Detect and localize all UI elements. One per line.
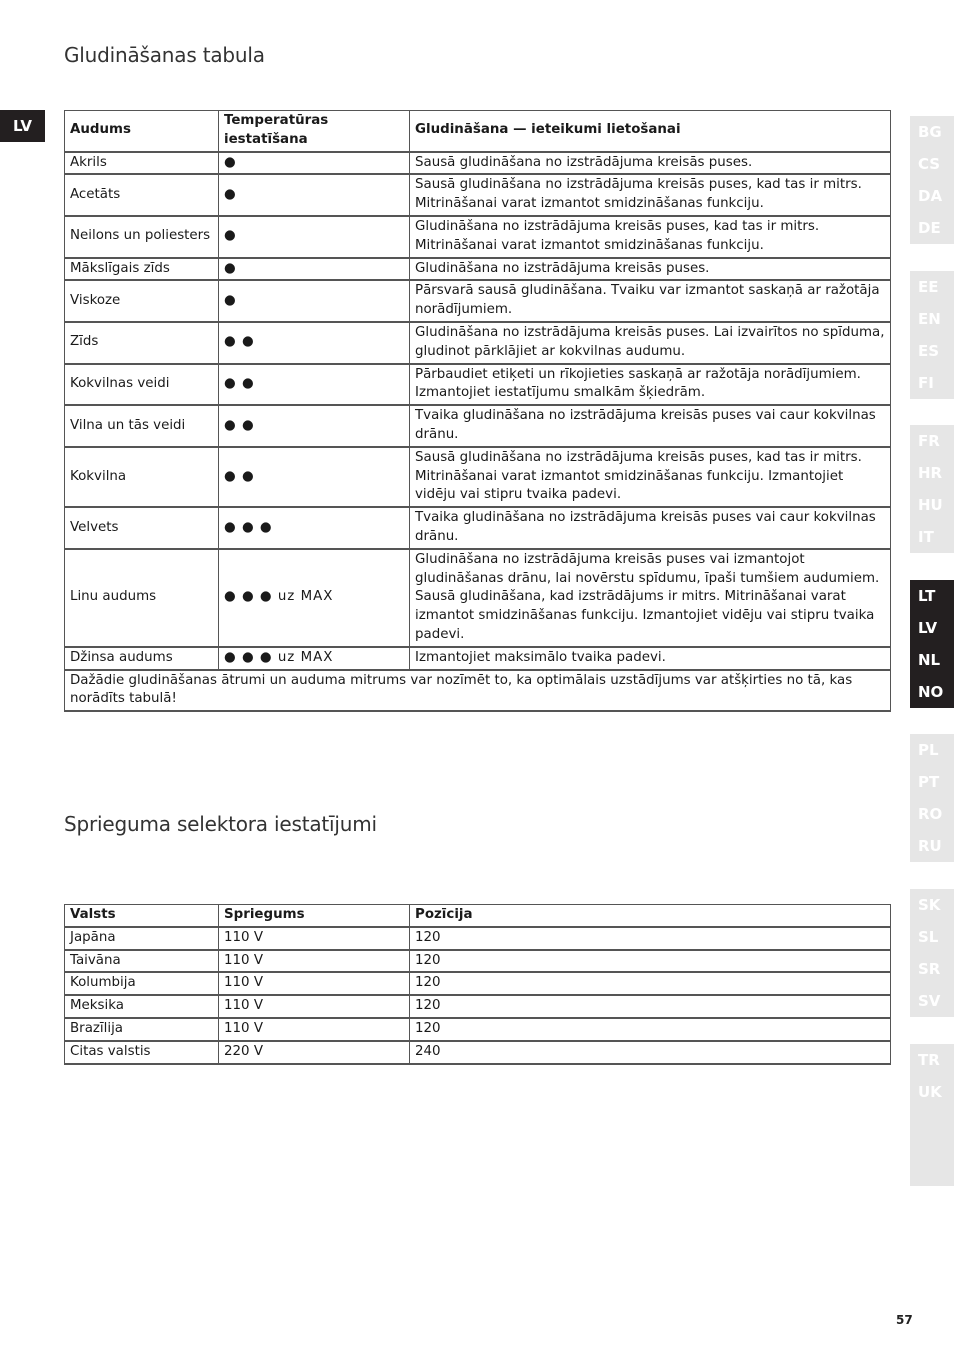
lang-item-nl[interactable]: NL xyxy=(918,651,941,669)
header-temperature: Temperatūras iestatīšana xyxy=(219,111,410,152)
fabric-cell: Zīds xyxy=(65,322,219,364)
country-cell: Kolumbija xyxy=(65,972,219,995)
fabric-cell: Kokvilnas veidi xyxy=(65,364,219,406)
table-row xyxy=(65,364,891,406)
temperature-cell: ● xyxy=(219,152,410,175)
header-voltage: Spriegums xyxy=(219,905,410,927)
advice-cell: Sausā gludināšana no izstrādājuma kreisās puses. xyxy=(410,152,891,175)
fabric-cell: Neilons un poliesters xyxy=(65,216,219,258)
lang-item-fr[interactable]: FR xyxy=(918,432,940,450)
lang-item-lv[interactable]: LV xyxy=(918,619,938,637)
advice-cell: Gludināšana no izstrādājuma kreisās puses, kad tas ir mitrs. Mitrināšanai varat izmantot smidzināšanas funkciju. xyxy=(410,216,891,258)
lang-item-pt[interactable]: PT xyxy=(918,773,940,791)
lang-item-uk[interactable]: UK xyxy=(918,1083,942,1101)
voltage-cell: 110 V xyxy=(219,995,410,1018)
voltage-cell: 110 V xyxy=(219,927,410,950)
fabric-cell: Džinsa audums xyxy=(65,647,219,670)
lang-item-no[interactable]: NO xyxy=(918,683,944,701)
lang-group-7 xyxy=(910,1044,954,1186)
table-footnote: Dažādie gludināšanas ātrumi un auduma mitrums var nozīmēt to, ka optimālais uzstādījums var atšķirties no tā, kas norādīts tabulā! xyxy=(65,670,891,712)
header-country: Valsts xyxy=(65,905,219,927)
language-badge: LV xyxy=(0,110,45,142)
temperature-cell: ● ● ● uz MAX xyxy=(219,647,410,670)
lang-item-ro[interactable]: RO xyxy=(918,805,943,823)
position-cell: 240 xyxy=(410,1041,891,1064)
lang-group-1 xyxy=(910,116,954,244)
fabric-cell: Kokvilna xyxy=(65,447,219,507)
page-number: 57 xyxy=(896,1313,913,1327)
fabric-cell: Acetāts xyxy=(65,174,219,216)
position-cell: 120 xyxy=(410,950,891,973)
advice-cell: Gludināšana no izstrādājuma kreisās puses. xyxy=(410,258,891,281)
lang-item-sk[interactable]: SK xyxy=(918,896,941,914)
lang-group-6 xyxy=(910,889,954,1017)
temperature-cell: ● xyxy=(219,174,410,216)
advice-cell: Pārbaudiet etiķeti un rīkojieties saskaņā ar ražotāja norādījumiem. Izmantojiet iestatījumu smalkām šķiedrām. xyxy=(410,364,891,406)
lang-item-de[interactable]: DE xyxy=(918,219,941,237)
advice-cell: Gludināšana no izstrādājuma kreisās puses vai izmantojot gludināšanas drānu, lai novērstu spīdumu, īpaši tumšiem audumiem. Sausā gludināšana, kad izstrādājums ir mitrs. Mitrināšanai varat izmantot smidzināšanas funkciju. Izmantojiet vidēju vai stipru tvaika padevi. xyxy=(410,549,891,647)
lang-item-cs[interactable]: CS xyxy=(918,155,941,173)
table-row xyxy=(65,927,891,950)
advice-cell: Pārsvarā sausā gludināšana. Tvaiku var izmantot saskaņā ar ražotāja norādījumiem. xyxy=(410,280,891,322)
table-row xyxy=(65,258,891,281)
voltage-cell: 110 V xyxy=(219,950,410,973)
table-row xyxy=(65,405,891,447)
header-position: Pozīcija xyxy=(410,905,891,927)
temperature-cell: ● ● xyxy=(219,405,410,447)
voltage-cell: 110 V xyxy=(219,1018,410,1041)
voltage-table-header xyxy=(65,905,891,927)
temperature-cell: ● xyxy=(219,280,410,322)
lang-item-da[interactable]: DA xyxy=(918,187,943,205)
table-row xyxy=(65,507,891,549)
country-cell: Taivāna xyxy=(65,950,219,973)
lang-item-sl[interactable]: SL xyxy=(918,928,939,946)
fabric-cell: Akrils xyxy=(65,152,219,175)
table-row xyxy=(65,1018,891,1041)
temperature-cell: ● ● ● uz MAX xyxy=(219,549,410,647)
temperature-cell: ● xyxy=(219,258,410,281)
lang-item-bg[interactable]: BG xyxy=(918,123,942,141)
ironing-table-title: Gludināšanas tabula xyxy=(64,43,265,67)
advice-cell: Sausā gludināšana no izstrādājuma kreisās puses, kad tas ir mitrs. Mitrināšanai varat izmantot smidzināšanas funkciju. Izmantojiet vidēju vai stipru tvaika padevi. xyxy=(410,447,891,507)
ironing-table-header xyxy=(65,111,891,152)
lang-group-5 xyxy=(910,734,954,862)
country-cell: Brazīlija xyxy=(65,1018,219,1041)
table-row xyxy=(65,216,891,258)
table-row xyxy=(65,1041,891,1064)
lang-item-es[interactable]: ES xyxy=(918,342,940,360)
temperature-cell: ● ● xyxy=(219,322,410,364)
lang-item-fi[interactable]: FI xyxy=(918,374,934,392)
table-row xyxy=(65,174,891,216)
lang-item-sv[interactable]: SV xyxy=(918,992,941,1010)
fabric-cell: Velvets xyxy=(65,507,219,549)
table-footnote-row xyxy=(65,670,891,712)
fabric-cell: Mākslīgais zīds xyxy=(65,258,219,281)
table-row xyxy=(65,995,891,1018)
lang-item-hu[interactable]: HU xyxy=(918,496,943,514)
table-row xyxy=(65,322,891,364)
temperature-cell: ● xyxy=(219,216,410,258)
advice-cell: Tvaika gludināšana no izstrādājuma kreisās puses vai caur kokvilnas drānu. xyxy=(410,405,891,447)
lang-group-2 xyxy=(910,271,954,399)
temperature-cell: ● ● ● xyxy=(219,507,410,549)
table-row xyxy=(65,549,891,647)
temperature-cell: ● ● xyxy=(219,364,410,406)
table-row xyxy=(65,950,891,973)
lang-item-sr[interactable]: SR xyxy=(918,960,941,978)
lang-item-it[interactable]: IT xyxy=(918,528,934,546)
lang-item-lt[interactable]: LT xyxy=(918,587,936,605)
voltage-table xyxy=(64,904,891,1065)
header-fabric: Audums xyxy=(65,111,219,152)
lang-item-ee[interactable]: EE xyxy=(918,278,939,296)
position-cell: 120 xyxy=(410,972,891,995)
advice-cell: Tvaika gludināšana no izstrādājuma kreisās puses vai caur kokvilnas drānu. xyxy=(410,507,891,549)
position-cell: 120 xyxy=(410,927,891,950)
lang-item-en[interactable]: EN xyxy=(918,310,941,328)
position-cell: 120 xyxy=(410,995,891,1018)
advice-cell: Sausā gludināšana no izstrādājuma kreisās puses, kad tas ir mitrs. Mitrināšanai varat izmantot smidzināšanas funkciju. xyxy=(410,174,891,216)
voltage-cell: 110 V xyxy=(219,972,410,995)
lang-item-tr[interactable]: TR xyxy=(918,1051,940,1069)
position-cell: 120 xyxy=(410,1018,891,1041)
table-row xyxy=(65,972,891,995)
fabric-cell: Viskoze xyxy=(65,280,219,322)
lang-item-ru[interactable]: RU xyxy=(918,837,942,855)
lang-group-3 xyxy=(910,425,954,553)
header-advice: Gludināšana — ieteikumi lietošanai xyxy=(410,111,891,152)
temperature-cell: ● ● xyxy=(219,447,410,507)
ironing-table xyxy=(64,110,891,712)
country-cell: Citas valstis xyxy=(65,1041,219,1064)
fabric-cell: Vilna un tās veidi xyxy=(65,405,219,447)
voltage-table-title: Sprieguma selektora iestatījumi xyxy=(64,812,377,836)
country-cell: Japāna xyxy=(65,927,219,950)
voltage-cell: 220 V xyxy=(219,1041,410,1064)
lang-item-pl[interactable]: PL xyxy=(918,741,939,759)
table-row xyxy=(65,447,891,507)
country-cell: Meksika xyxy=(65,995,219,1018)
table-row xyxy=(65,647,891,670)
lang-group-4-active xyxy=(910,580,954,708)
advice-cell: Gludināšana no izstrādājuma kreisās puses. Lai izvairītos no spīduma, gludinot pārklājiet ar kokvilnas audumu. xyxy=(410,322,891,364)
table-row xyxy=(65,280,891,322)
advice-cell: Izmantojiet maksimālo tvaika padevi. xyxy=(410,647,891,670)
fabric-cell: Linu audums xyxy=(65,549,219,647)
table-row xyxy=(65,152,891,175)
lang-item-hr[interactable]: HR xyxy=(918,464,943,482)
